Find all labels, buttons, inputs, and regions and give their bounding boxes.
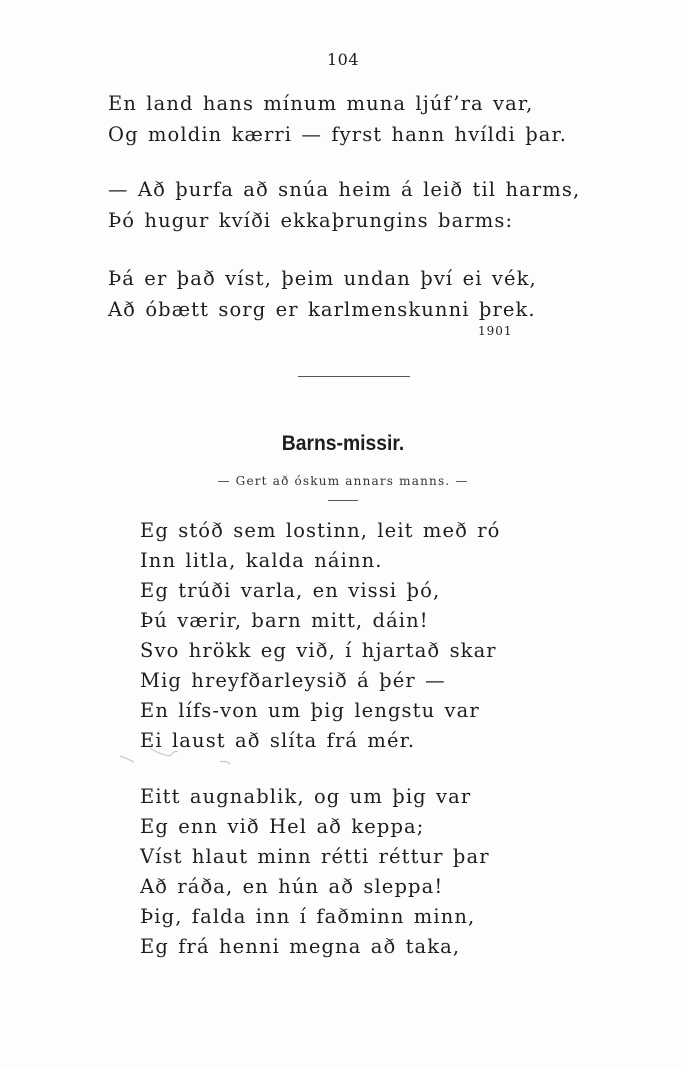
poem-subtitle: — Gert að óskum annars manns. — — [217, 474, 469, 488]
verse-line: Að óbætt sorg er karlmenskunni þrek. — [108, 298, 536, 321]
verse-line: Eg trúði varla, en vissi þó, — [140, 579, 441, 602]
verse-line: Víst hlaut minn rétti réttur þar — [140, 845, 490, 868]
verse-line: Þó hugur kvíði ekkaþrungins barms: — [108, 209, 514, 232]
verse-line: Eg enn við Hel að keppa; — [140, 815, 425, 838]
verse-line: Eg stóð sem lostinn, leit með ró — [140, 519, 501, 542]
verse-line: Eg frá henni megna að taka, — [140, 935, 461, 958]
stanza-2 — [108, 174, 580, 236]
section-divider — [298, 376, 410, 377]
verse-line: Þig, falda inn í faðminn minn, — [140, 905, 476, 928]
verse-line: — Að þurfa að snúa heim á leið til harms, — [108, 178, 581, 201]
poem-stanza-1 — [140, 516, 501, 756]
verse-line: Inn litla, kalda náinn. — [140, 549, 383, 572]
poem-title: Barns-missir. — [281, 432, 405, 455]
verse-line: Ei laust að slíta frá mér. — [140, 729, 416, 752]
verse-line: Svo hrökk eg við, í hjartað skar — [140, 639, 497, 662]
verse-line: Þá er það víst, þeim undan því ei vék, — [108, 267, 537, 290]
page-number: 104 — [326, 50, 360, 69]
verse-line: En lífs-von um þig lengstu var — [140, 699, 480, 722]
verse-line: Þú værir, barn mitt, dáin! — [140, 609, 429, 632]
verse-line: Að ráða, en hún að sleppa! — [140, 875, 444, 898]
title-divider — [328, 500, 358, 501]
verse-line: Eitt augnablik, og um þig var — [140, 785, 472, 808]
verse-line: Mig hreyfðarleysið á þér — — [140, 669, 446, 692]
ink-smudge — [120, 742, 320, 772]
verse-line: Og moldin kærri — fyrst hann hvíldi þar. — [108, 123, 568, 146]
verse-line: En land hans mínum muna ljúf’ra var, — [108, 92, 534, 115]
stanza-3 — [108, 263, 537, 325]
poem-stanza-2 — [140, 782, 490, 962]
stanza-1 — [108, 88, 567, 150]
poem-date: 1901 — [478, 324, 513, 338]
